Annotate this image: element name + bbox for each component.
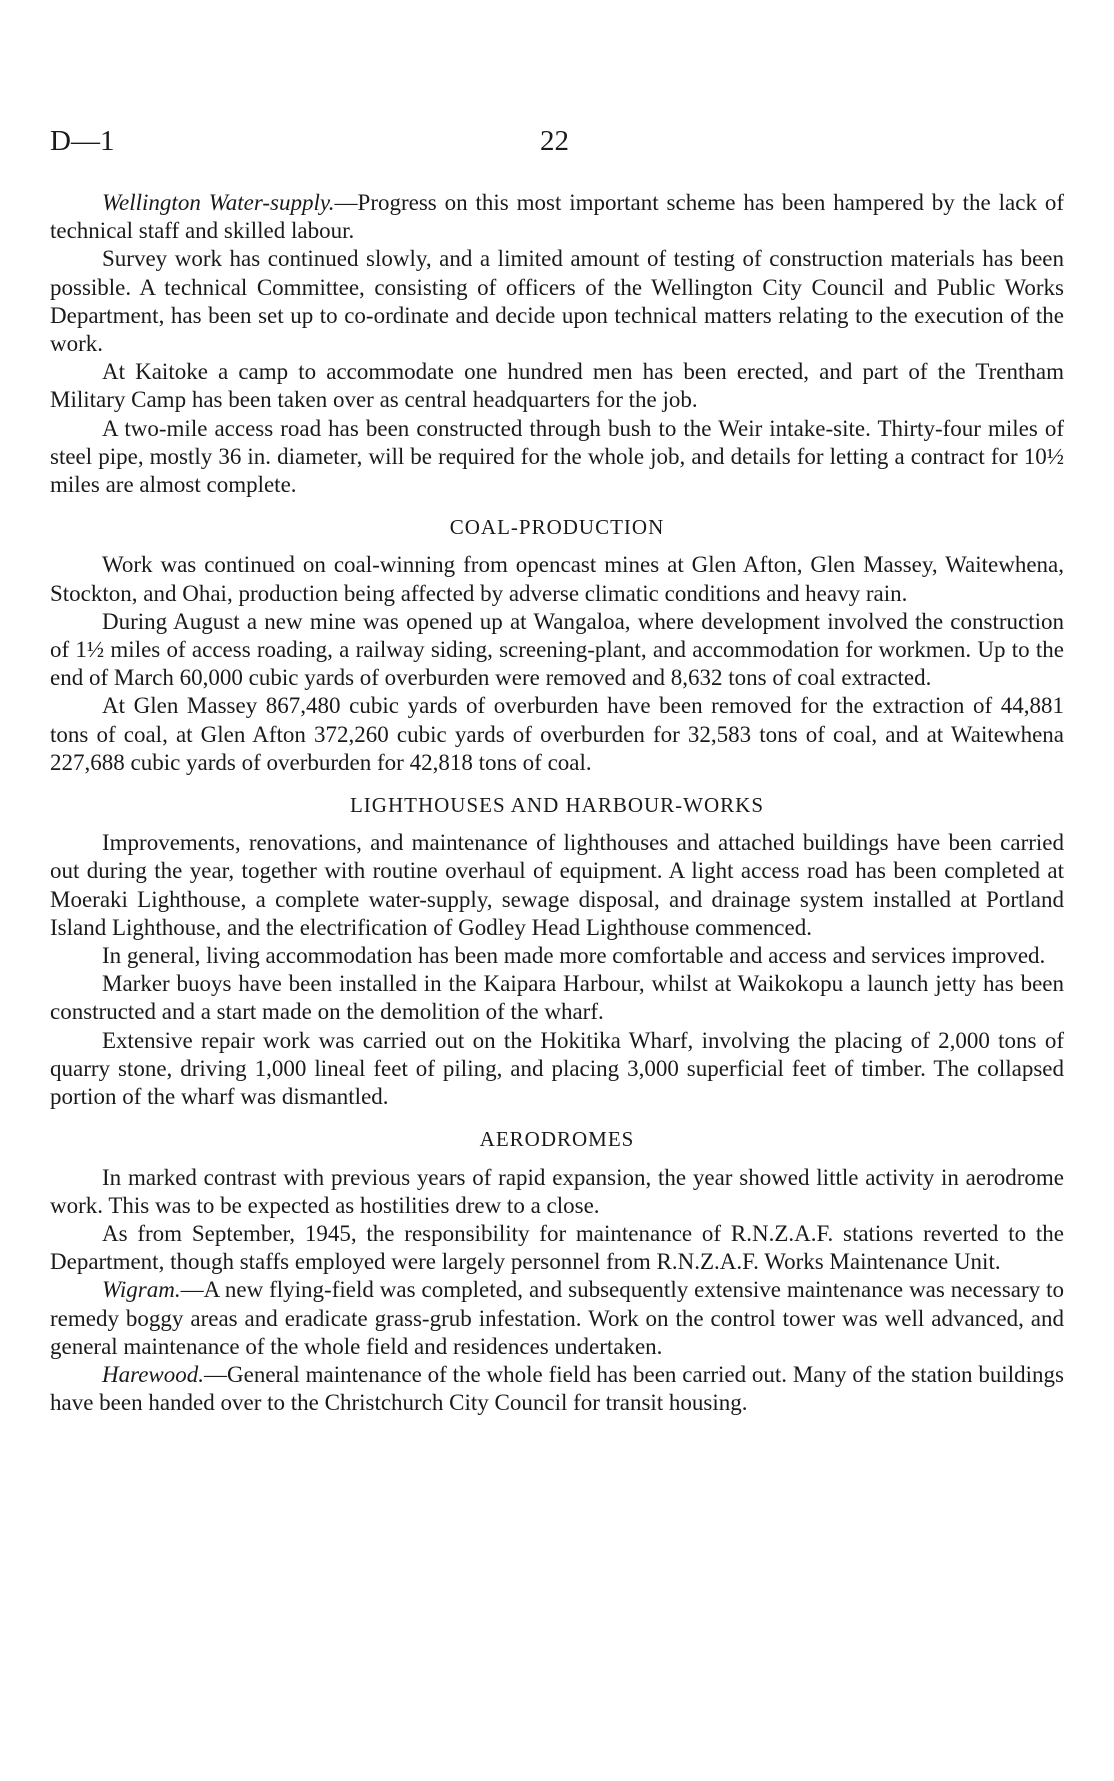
paragraph <box>50 1361 1064 1417</box>
paragraph <box>50 1276 1064 1361</box>
paragraph-lead: Wigram. <box>102 1277 181 1303</box>
paragraph-text: —Progress on this most important scheme has been hampered by the lack of technical staff and skilled labour. <box>50 190 1064 244</box>
paragraph: Survey work has continued slowly, and a limited amount of testing of construction materials has been possible. A technical Committee, consisting of officers of the Wellington City Council and Public Works Department, has been set up to co-ordinate and decide upon technical matters relating to the execution of the work. <box>50 246 1064 357</box>
paragraph: During August a new mine was opened up at Wangaloa, where development involved the construction of 1½ miles of access roading, a railway siding, screening-plant, and accommodation for workmen. Up to the end of March 60,000 cubic yards of overburden were removed and 8,632 tons of coal extracted. <box>50 608 1064 691</box>
paragraph: Work was continued on coal-winning from opencast mines at Glen Afton, Glen Massey, Waitewhena, Stockton, and Ohai, production being affected by adverse climatic conditions and heavy rain. <box>50 552 1064 606</box>
paragraph: Extensive repair work was carried out on the Hokitika Wharf, involving the placing of 2,000 tons of quarry stone, driving 1,000 lineal feet of piling, and placing 3,000 superficial feet of timber. The collapsed portion of the wharf was dismantled. <box>50 1027 1064 1110</box>
paragraph: In marked contrast with previous years of rapid expansion, the year showed little activity in aerodrome work. This was to be expected as hostilities drew to a close. <box>50 1164 1064 1218</box>
section-heading: LIGHTHOUSES AND HARBOUR-WORKS <box>349 793 764 818</box>
paragraph <box>50 189 1064 245</box>
paragraph: As from September, 1945, the responsibility for maintenance of R.N.Z.A.F. stations reverted to the Department, though staffs employed were largely personnel from R.N.Z.A.F. Works Maintenance Unit. <box>50 1220 1064 1275</box>
paragraph-text: —General maintenance of the whole field has been carried out. Many of the station buildings have been handed over to the Christchurch City Council for transit housing. <box>50 1361 1064 1416</box>
section-heading: COAL-PRODUCTION <box>449 515 665 540</box>
paragraph-lead: Wellington Water-supply. <box>102 190 335 215</box>
paragraph: At Kaitoke a camp to accommodate one hundred men has been erected, and part of the Trentham Military Camp has been taken over as central headquarters for the job. <box>50 359 1064 413</box>
page-header <box>50 125 1064 161</box>
paragraph: At Glen Massey 867,480 cubic yards of overburden have been removed for the extraction of 44,881 tons of coal, at Glen Afton 372,260 cubic yards of overburden for 32,583 tons of coal, and at Waitewhena 227,688 cubic yards of overburden for 42,818 tons of coal. <box>50 693 1064 775</box>
page-number: 22 <box>540 125 569 157</box>
paragraph: Improvements, renovations, and maintenance of lighthouses and attached buildings have been carried out during the year, together with routine overhaul of equipment. A light access road has been completed at Moeraki Lighthouse, a complete water-supply, sewage disposal, and drainage system installed at Portland Island Lighthouse, and the electrification of Godley Head Lighthouse commenced. <box>50 830 1064 940</box>
paragraph: A two-mile access road has been constructed through bush to the Weir intake-site. Thirty-four miles of steel pipe, mostly 36 in. diameter, will be required for the whole job, and details for letting a contract for 10½ miles are almost complete. <box>50 415 1064 498</box>
document-code: D—1 <box>50 125 115 157</box>
document-page <box>50 125 1064 1417</box>
paragraph-lead: Harewood. <box>102 1361 205 1387</box>
section-heading: AERODROMES <box>479 1127 635 1152</box>
document-body <box>50 189 1064 1417</box>
paragraph: In general, living accommodation has been made more comfortable and access and services improved. <box>102 943 1046 969</box>
paragraph: Marker buoys have been installed in the Kaipara Harbour, whilst at Waikokopu a launch jetty has been constructed and a start made on the demolition of the wharf. <box>50 971 1064 1025</box>
paragraph-text: —A new flying-field was completed, and subsequently extensive maintenance was necessary to remedy boggy areas and eradicate grass-grub infestation. Work on the control tower was well advanced, and general maintenance of the whole field and residences undertaken. <box>50 1277 1064 1359</box>
